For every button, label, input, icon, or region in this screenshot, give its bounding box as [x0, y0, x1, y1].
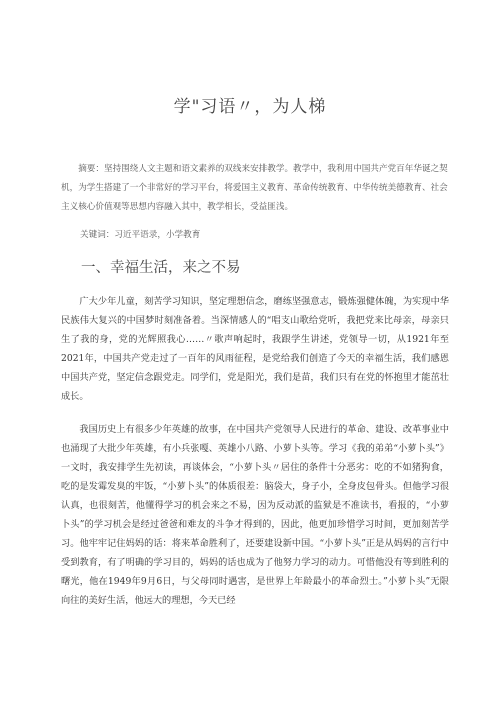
body-paragraph: 广大少年儿童，刻苦学习知识，坚定理想信念，磨练坚强意志，锻炼强健体魄，为实现中华民族伟大复兴的中国梦时刻准备着。当深情感人的“唱支山歌给党听，我把党来比母亲，母亲只生了我的身，党的光辉照我心……〃歌声响起时，我跟学生讲述，党领导一切，从1921年至2021年，中国共产党走过了一百年的风雨征程，是党给我们创造了今天的幸福生活，我们感恩中国共产党，坚定信念跟党走。同学们，党是阳光，我们是苗，我们只有在党的怀抱里才能茁壮成长。: [61, 296, 449, 402]
body-paragraph: 我国历史上有很多少年英雄的故事，在中国共产党领导人民进行的革命、建设、改革事业中也涌现了大批少年英雄，有小兵张嘎、英雄小八路、小萝卜头等。学习《我的弟弟“小萝卜头”》一文时，我安排学生先初读，再谈体会，“小萝卜头〃居住的条件十分恶劣：吃的不如猪狗食，吃的是发霉发臭的牢饭，“小萝卜头”的体质很差：脑袋大，身子小，全身皮包骨头。但他学习很认真，也很刻苦，他懂得学习的机会来之不易，因为反动派的监狱是不准读书，看报的，“小萝卜头”的学习机会是经过爸爸和难友的斗争才得到的，因此，他更加珍惜学习时间，更加刻苦学习。他牢牢记住妈妈的话：将来革命胜利了，还要建设新中国。“小萝卜头”正是从妈妈的言行中受到教育，有了明确的学习目的，妈妈的话也成为了他努力学习的动力。可惜他没有等到胜利的曙光，他在1949年9月6日，与父母同时遇害，是世界上年龄最小的革命烈士。”小萝卜头”无限向往的美好生活，他远大的理想，今天已经: [61, 424, 449, 606]
document-title: 学"习语〃，为人梯: [173, 97, 327, 117]
abstract-text: 摘要：坚持围绕人文主题和语文素养的双线来安排教学。教学中，我利用中国共产党百年华诞之契机，为学生搭建了一个非常好的学习平台，将爱国主义教育、革命传统教育、中华传统美德教育、社会主义核心价值观等思想内容融入其中，教学相长，受益匪浅。: [61, 164, 448, 212]
section-heading: 一、幸福生活，来之不易: [81, 260, 241, 276]
keywords-line: 关键词：习近平语录，小学教育: [80, 230, 201, 240]
